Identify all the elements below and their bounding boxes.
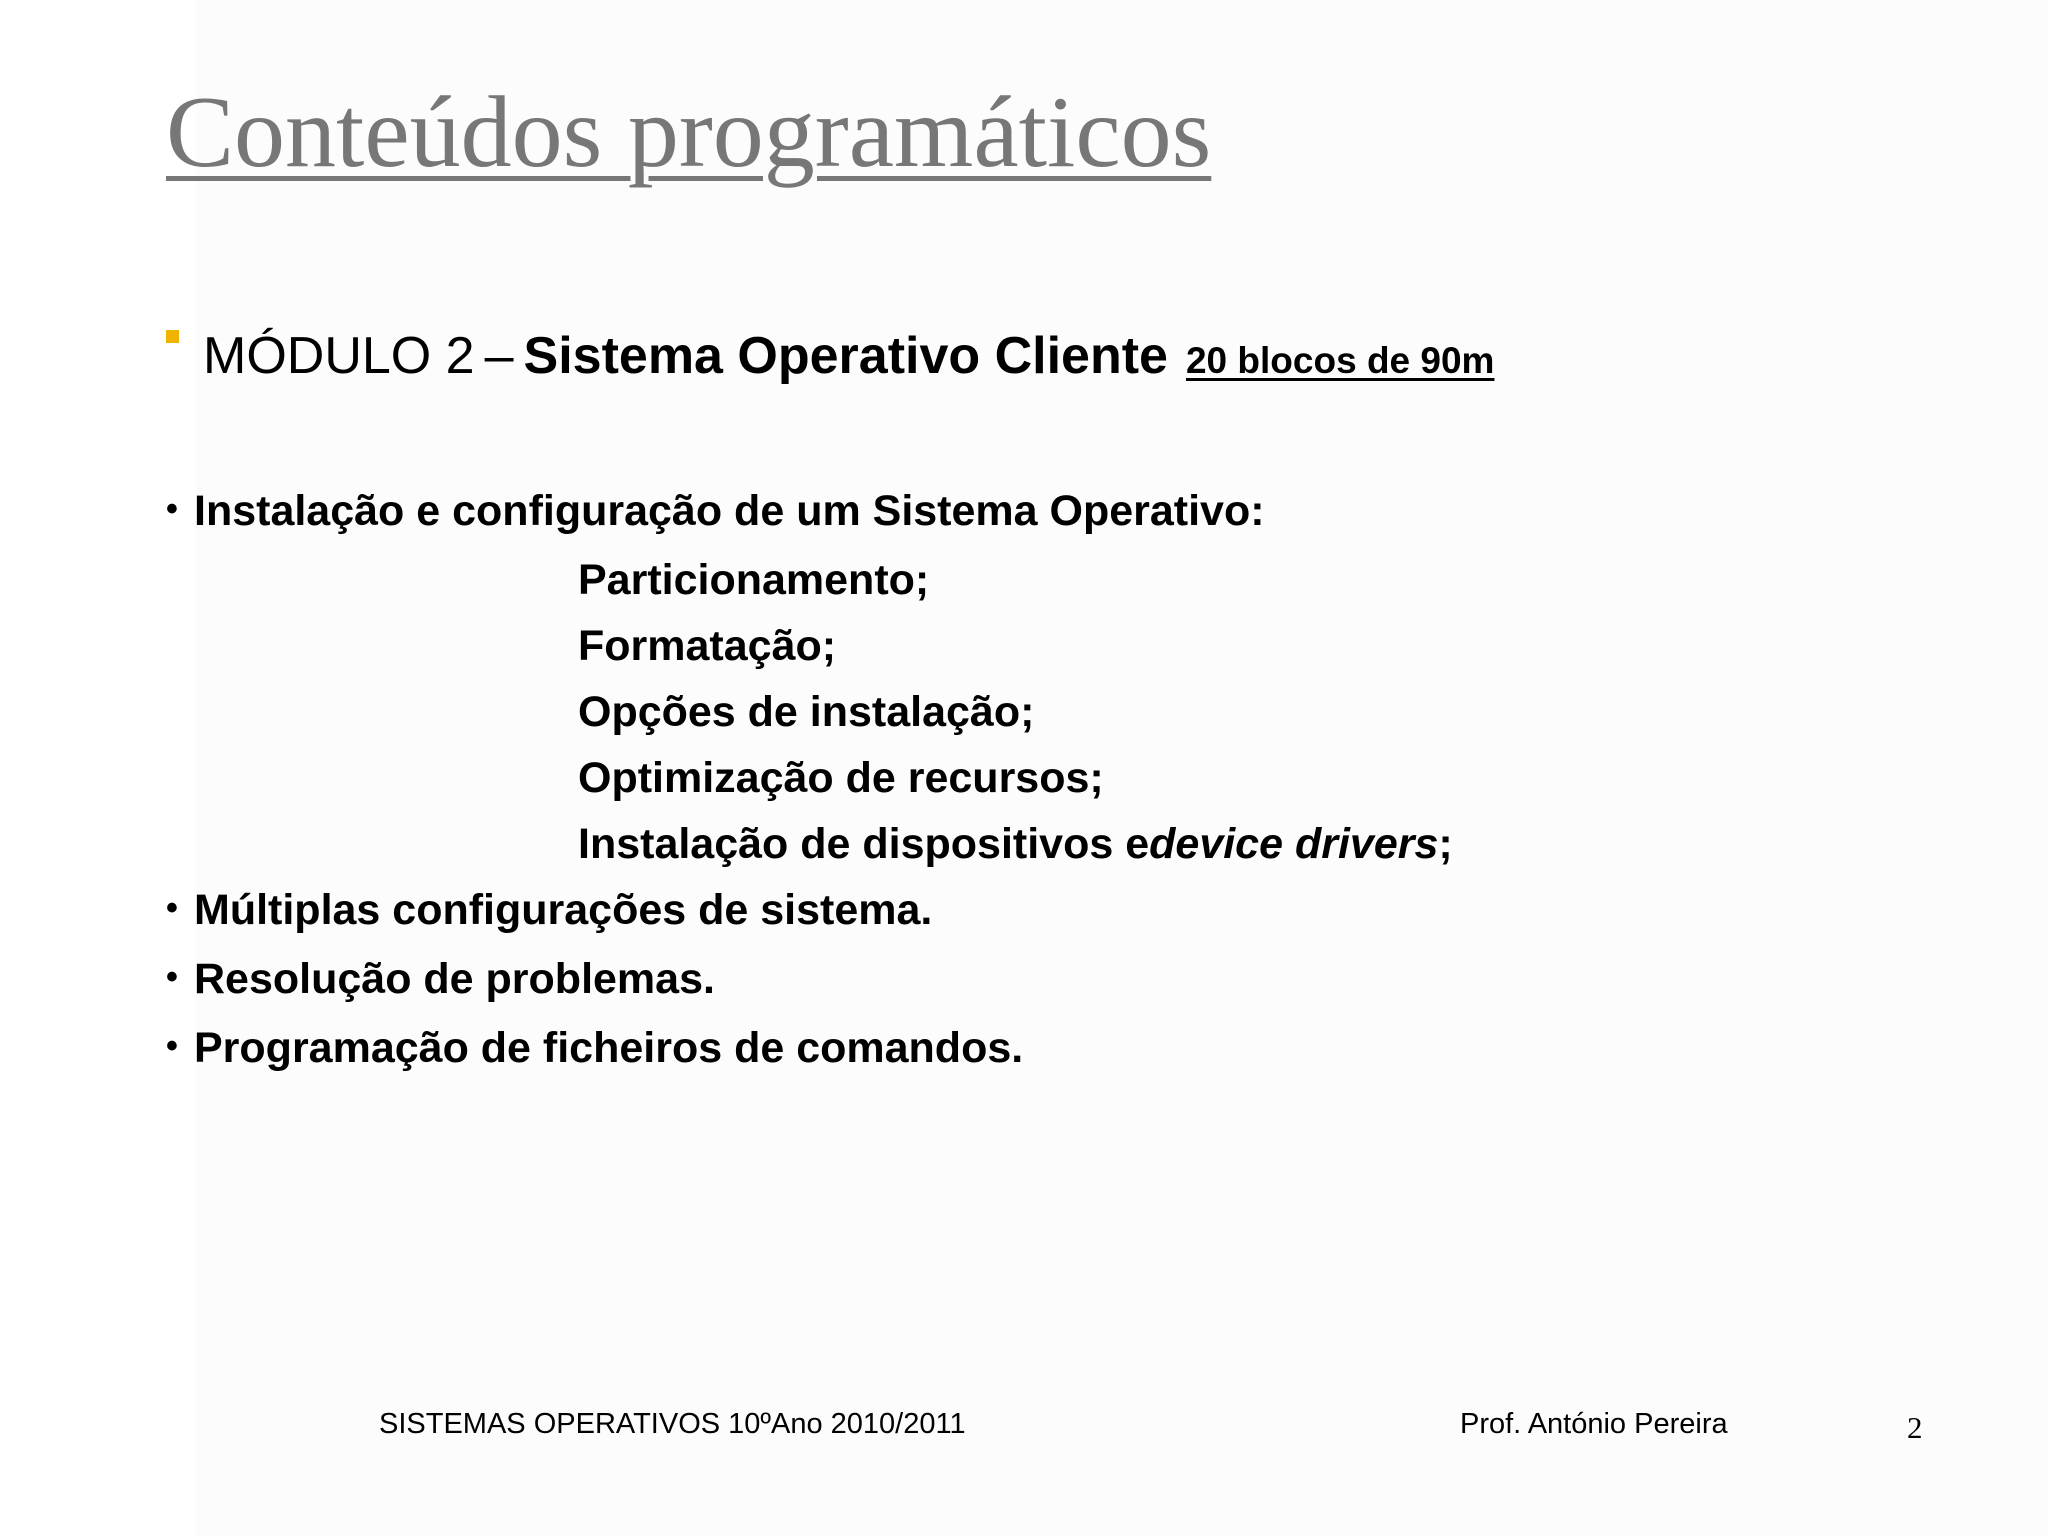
- footer-course: SISTEMAS OPERATIVOS 10ºAno 2010/2011: [379, 1408, 966, 1440]
- list-subitem-text: Particionamento;: [578, 556, 930, 604]
- list-item-multiple-configurations: [166, 877, 1866, 946]
- list-subitem-text: Instalação de dispositivos e: [578, 820, 1150, 868]
- list-subitem-install-options: [166, 679, 1866, 745]
- bullet-icon: •: [166, 490, 178, 528]
- module-label: MÓDULO 2: [203, 327, 475, 385]
- bullet-icon: •: [166, 958, 178, 996]
- list-subitem-text: Opções de instalação;: [578, 688, 1035, 736]
- content-list: [166, 478, 1866, 1084]
- list-item-text: Instalação e configuração de um Sistema Operativo:: [194, 487, 1265, 535]
- module-heading: [166, 326, 1494, 390]
- list-subitem-text: Optimização de recursos;: [578, 754, 1104, 802]
- list-subitem-text-end: ;: [1438, 820, 1453, 868]
- list-item-text: Resolução de problemas.: [194, 955, 715, 1003]
- list-item-installation: [166, 478, 1866, 547]
- bullet-icon: •: [166, 889, 178, 927]
- square-bullet-icon: [166, 330, 179, 343]
- slide-title: Conteúdos programáticos: [166, 76, 1212, 189]
- list-item-troubleshooting: [166, 946, 1866, 1015]
- list-subitem-device-drivers: [166, 811, 1866, 877]
- list-subitem-partitioning: [166, 547, 1866, 613]
- list-subitem-formatting: [166, 613, 1866, 679]
- module-name: Sistema Operativo Cliente: [523, 327, 1168, 385]
- list-item-command-files: [166, 1015, 1866, 1084]
- list-subitem-resource-optimization: [166, 745, 1866, 811]
- list-subitem-text: Formatação;: [578, 622, 837, 670]
- list-item-text: Programação de ficheiros de comandos.: [194, 1024, 1024, 1072]
- page-number: 2: [1907, 1410, 1923, 1445]
- bullet-icon: •: [166, 1027, 178, 1065]
- module-duration: 20 blocos de 90m: [1185, 340, 1495, 381]
- list-item-text: Múltiplas configurações de sistema.: [194, 886, 933, 934]
- module-separator: –: [484, 327, 514, 385]
- list-subitem-italic-text: device drivers: [1149, 820, 1439, 868]
- footer-author: Prof. António Pereira: [1460, 1408, 1728, 1440]
